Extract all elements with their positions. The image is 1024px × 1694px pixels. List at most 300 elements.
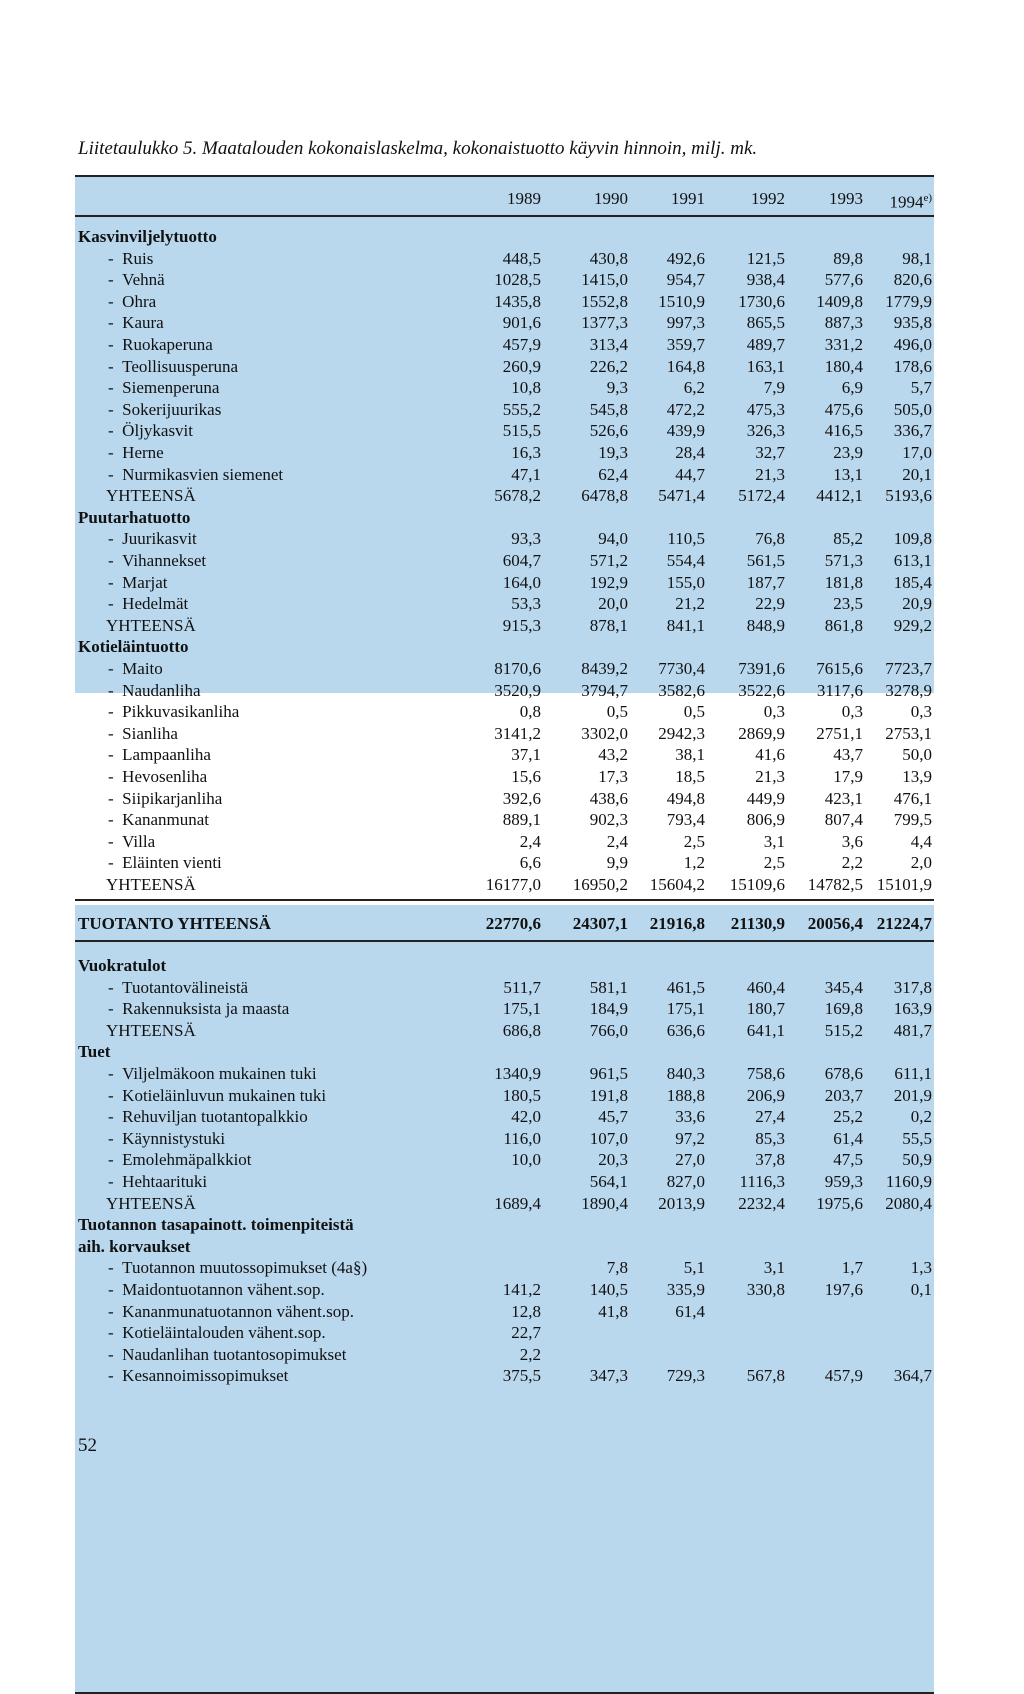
- value-cell: 423,1: [824, 788, 863, 808]
- value-cell: 865,5: [746, 313, 785, 333]
- row-label: - Siemenperuna: [108, 377, 219, 399]
- section-label: aih. korvaukset: [78, 1236, 191, 1256]
- row-label: - Kotieläintalouden vähent.sop.: [108, 1322, 326, 1344]
- bottom-rule: [75, 1692, 934, 1694]
- value-cell: 9,3: [606, 378, 628, 398]
- value-cell: 163,9: [893, 999, 932, 1019]
- row-label: YHTEENSÄ: [106, 1020, 196, 1040]
- value-cell: 938,4: [746, 270, 785, 290]
- value-cell: 416,5: [824, 421, 863, 441]
- value-cell: 555,2: [502, 399, 541, 419]
- value-cell: 15,6: [511, 767, 541, 786]
- value-cell: 22770,6: [485, 914, 541, 933]
- value-cell: 901,6: [502, 313, 541, 333]
- header-rule: [75, 215, 934, 217]
- value-cell: 511,7: [503, 977, 541, 997]
- value-cell: 50,0: [902, 745, 932, 765]
- value-cell: 8439,2: [581, 659, 628, 678]
- value-cell: 2753,1: [885, 723, 932, 743]
- row-label: - Rakennuksista ja maasta: [108, 998, 289, 1020]
- value-cell: 260,9: [502, 356, 541, 376]
- value-cell: 0,3: [763, 702, 785, 722]
- value-cell: 758,6: [746, 1064, 785, 1083]
- value-cell: 3582,6: [658, 680, 705, 700]
- value-cell: 581,1: [589, 977, 628, 997]
- value-cell: 5471,4: [658, 486, 705, 506]
- table-row: [75, 269, 934, 291]
- value-cell: 1116,3: [739, 1172, 785, 1191]
- row-label: - Lampaanliha: [108, 744, 211, 766]
- value-cell: 475,3: [746, 399, 785, 419]
- row-label: - Kotieläinluvun mukainen tuki: [108, 1085, 326, 1107]
- value-cell: 175,1: [666, 999, 705, 1019]
- row-label: - Sianliha: [108, 723, 178, 745]
- value-cell: 5678,2: [494, 486, 541, 506]
- table-row: [75, 377, 934, 399]
- table-row: [75, 680, 934, 702]
- value-cell: 554,4: [666, 551, 705, 570]
- value-cell: 6,6: [519, 853, 541, 873]
- value-cell: 76,8: [755, 529, 785, 549]
- value-cell: 457,9: [824, 1366, 863, 1386]
- value-cell: 489,7: [746, 335, 785, 354]
- section-heading-row: [75, 955, 934, 977]
- value-cell: 0,3: [841, 702, 863, 722]
- row-label: - Herne: [108, 442, 164, 464]
- value-cell: 0,5: [606, 702, 628, 722]
- table-row: [75, 1085, 934, 1107]
- value-cell: 201,9: [893, 1085, 932, 1105]
- value-cell: 317,8: [893, 977, 932, 997]
- value-cell: 10,8: [511, 378, 541, 398]
- value-cell: 19,3: [598, 443, 628, 462]
- table-row: [75, 998, 934, 1020]
- value-cell: 827,0: [666, 1172, 705, 1191]
- value-cell: 116,0: [503, 1128, 541, 1148]
- table-row: [75, 528, 934, 550]
- value-cell: 807,4: [824, 810, 863, 830]
- value-cell: 364,7: [893, 1366, 932, 1386]
- row-label: - Tuotantovälineistä: [108, 977, 248, 999]
- value-cell: 5,1: [683, 1258, 705, 1278]
- row-label: - Naudanlihan tuotantosopimukset: [108, 1344, 346, 1366]
- value-cell: 27,0: [675, 1150, 705, 1170]
- value-cell: 1415,0: [581, 270, 628, 290]
- value-cell: 203,7: [824, 1085, 863, 1105]
- value-cell: 7,8: [606, 1258, 628, 1278]
- value-cell: 16950,2: [572, 875, 628, 894]
- value-cell: 24307,1: [572, 914, 628, 933]
- value-cell: 15604,2: [649, 875, 705, 894]
- value-cell: 375,5: [502, 1366, 541, 1386]
- value-cell: 44,7: [675, 464, 705, 484]
- value-cell: 42,0: [511, 1107, 541, 1127]
- value-cell: 5,7: [910, 378, 932, 398]
- value-cell: 15109,6: [729, 875, 785, 894]
- value-cell: 32,7: [755, 443, 785, 462]
- value-cell: 17,0: [902, 443, 932, 462]
- value-cell: 3,6: [841, 831, 863, 851]
- value-cell: 841,1: [666, 615, 705, 635]
- row-label: YHTEENSÄ: [106, 1193, 196, 1213]
- value-cell: 448,5: [502, 248, 541, 268]
- value-cell: 89,8: [833, 248, 863, 268]
- value-cell: 345,4: [824, 977, 863, 997]
- value-cell: 3141,2: [494, 723, 541, 743]
- value-cell: 109,8: [893, 529, 932, 549]
- value-cell: 93,3: [511, 529, 541, 549]
- row-label: - Hedelmät: [108, 593, 188, 615]
- subtotal-row: [75, 874, 934, 896]
- value-cell: 62,4: [598, 464, 628, 484]
- row-label: - Naudanliha: [108, 680, 201, 702]
- value-cell: 331,2: [824, 335, 863, 354]
- row-label: - Maito: [108, 658, 163, 680]
- section-label: Tuet: [78, 1042, 111, 1062]
- value-cell: 1409,8: [816, 291, 863, 311]
- value-cell: 85,3: [755, 1128, 785, 1148]
- value-cell: 94,0: [598, 529, 628, 549]
- value-cell: 1435,8: [494, 291, 541, 311]
- value-cell: 613,1: [893, 551, 932, 570]
- value-cell: 1,2: [683, 853, 705, 873]
- value-cell: 15101,9: [876, 875, 932, 894]
- value-cell: 184,9: [589, 999, 628, 1019]
- value-cell: 28,4: [675, 443, 705, 462]
- section-heading-row: [75, 226, 934, 248]
- value-cell: 0,5: [683, 702, 705, 722]
- value-cell: 7723,7: [885, 659, 932, 678]
- value-cell: 567,8: [746, 1366, 785, 1386]
- table-row: [75, 1344, 934, 1366]
- value-cell: 226,2: [589, 356, 628, 376]
- value-cell: 561,5: [746, 551, 785, 570]
- value-cell: 604,7: [502, 551, 541, 570]
- value-cell: 53,3: [511, 594, 541, 614]
- value-cell: 3,1: [763, 831, 785, 851]
- table-row: [75, 464, 934, 486]
- value-cell: 729,3: [666, 1366, 705, 1386]
- estimate-note: e): [923, 192, 932, 204]
- row-label: - Nurmikasvien siemenet: [108, 464, 283, 486]
- value-cell: 192,9: [589, 572, 628, 592]
- value-cell: 515,5: [502, 421, 541, 441]
- row-label: - Ohra: [108, 291, 156, 313]
- row-label: - Eläinten vienti: [108, 852, 222, 874]
- value-cell: 336,7: [893, 421, 932, 441]
- value-cell: 43,2: [598, 745, 628, 765]
- value-cell: 3,1: [763, 1258, 785, 1278]
- value-cell: 155,0: [666, 572, 705, 592]
- value-cell: 41,8: [598, 1301, 628, 1321]
- table-row: [75, 550, 934, 572]
- value-cell: 22,7: [511, 1323, 541, 1343]
- value-cell: 163,1: [746, 356, 785, 376]
- table-row: [75, 248, 934, 270]
- value-cell: 392,6: [502, 788, 541, 808]
- value-cell: 20056,4: [807, 914, 863, 933]
- value-cell: 5193,6: [885, 486, 932, 506]
- table-row: [75, 572, 934, 594]
- value-cell: 5172,4: [738, 486, 785, 506]
- value-cell: 61,4: [675, 1301, 705, 1321]
- value-cell: 472,2: [666, 399, 705, 419]
- value-cell: 20,1: [902, 464, 932, 484]
- value-cell: 164,0: [502, 572, 541, 592]
- value-cell: 0,1: [910, 1280, 932, 1299]
- value-cell: 33,6: [675, 1107, 705, 1127]
- value-cell: 2,4: [606, 831, 628, 851]
- value-cell: 571,2: [589, 551, 628, 570]
- value-cell: 1510,9: [658, 291, 705, 311]
- value-cell: 9,9: [606, 853, 628, 873]
- value-cell: 564,1: [589, 1172, 628, 1191]
- value-cell: 188,8: [666, 1085, 705, 1105]
- value-cell: 887,3: [824, 313, 863, 333]
- separator-rule: [75, 899, 934, 901]
- value-cell: 997,3: [666, 313, 705, 333]
- value-cell: 4412,1: [816, 486, 863, 506]
- value-cell: 164,8: [666, 356, 705, 376]
- value-cell: 2869,9: [738, 723, 785, 743]
- year-header-cell: 1992: [751, 189, 785, 208]
- value-cell: 18,5: [675, 767, 705, 786]
- value-cell: 475,6: [824, 399, 863, 419]
- value-cell: 961,5: [589, 1064, 628, 1083]
- row-label: - Tuotannon muutossopimukset (4a§): [108, 1257, 367, 1279]
- value-cell: 13,1: [833, 464, 863, 484]
- value-cell: 515,2: [824, 1020, 863, 1040]
- row-label: - Juurikasvit: [108, 528, 197, 550]
- row-label: - Kananmunatuotannon vähent.sop.: [108, 1301, 354, 1323]
- value-cell: 1340,9: [494, 1064, 541, 1083]
- table-row: [75, 701, 934, 723]
- section-heading-row: [75, 1236, 934, 1258]
- value-cell: 2013,9: [658, 1193, 705, 1213]
- value-cell: 1028,5: [494, 270, 541, 290]
- value-cell: 3117,6: [816, 680, 863, 700]
- value-cell: 686,8: [502, 1020, 541, 1040]
- value-cell: 3302,0: [581, 723, 628, 743]
- value-cell: 141,2: [502, 1280, 541, 1299]
- value-cell: 181,8: [824, 572, 863, 592]
- table-row: [75, 788, 934, 810]
- value-cell: 611,1: [894, 1064, 932, 1083]
- table-row: [75, 658, 934, 680]
- value-cell: 457,9: [502, 335, 541, 354]
- value-cell: 335,9: [666, 1280, 705, 1299]
- value-cell: 206,9: [746, 1085, 785, 1105]
- section-heading-row: [75, 636, 934, 658]
- value-cell: 4,4: [910, 831, 932, 851]
- value-cell: 21,3: [755, 464, 785, 484]
- value-cell: 41,6: [755, 745, 785, 765]
- value-cell: 2,2: [519, 1344, 541, 1364]
- row-label: YHTEENSÄ: [106, 875, 196, 894]
- value-cell: 12,8: [511, 1301, 541, 1321]
- value-cell: 187,7: [746, 572, 785, 592]
- value-cell: 1730,6: [738, 291, 785, 311]
- table-row: [75, 1128, 934, 1150]
- value-cell: 678,6: [824, 1064, 863, 1083]
- value-cell: 3522,6: [738, 680, 785, 700]
- row-label: - Vehnä: [108, 269, 165, 291]
- row-label: - Pikkuvasikanliha: [108, 701, 239, 723]
- row-label: - Villa: [108, 831, 155, 853]
- table-row: [75, 442, 934, 464]
- value-cell: 25,2: [833, 1107, 863, 1127]
- value-cell: 20,3: [598, 1150, 628, 1170]
- year-header-cell: 1993: [829, 189, 863, 208]
- section-label: Vuokratulot: [78, 956, 167, 975]
- value-cell: 1160,9: [885, 1172, 932, 1191]
- value-cell: 2232,4: [738, 1193, 785, 1213]
- table-row: [75, 334, 934, 356]
- value-cell: 494,8: [666, 788, 705, 808]
- value-cell: 481,7: [893, 1020, 932, 1040]
- grand-total-label: TUOTANTO YHTEENSÄ: [78, 914, 271, 933]
- value-cell: 793,4: [666, 810, 705, 830]
- row-label: - Kesannoimissopimukset: [108, 1365, 288, 1387]
- section-label: Puutarhatuotto: [78, 507, 191, 527]
- table-row: [75, 977, 934, 999]
- value-cell: 16,3: [511, 443, 541, 462]
- table-row: [75, 831, 934, 853]
- year-header-cell: 1989: [507, 189, 541, 208]
- year-header-cell: 1990: [594, 189, 628, 208]
- subtotal-row: [75, 615, 934, 637]
- value-cell: 2,4: [519, 831, 541, 851]
- value-cell: 20,0: [598, 594, 628, 614]
- value-cell: 47,5: [833, 1150, 863, 1170]
- value-cell: 175,1: [502, 999, 541, 1019]
- value-cell: 461,5: [666, 977, 705, 997]
- value-cell: 496,0: [893, 335, 932, 354]
- value-cell: 47,1: [511, 464, 541, 484]
- grand-total-row: [75, 913, 934, 935]
- value-cell: 110,5: [667, 529, 705, 549]
- table-row: [75, 1279, 934, 1301]
- row-label: YHTEENSÄ: [106, 486, 196, 506]
- value-cell: 577,6: [824, 270, 863, 290]
- value-cell: 902,3: [589, 810, 628, 830]
- table-caption: Liitetaulukko 5. Maatalouden kokonaislaskelma, kokonaistuotto käyvin hinnoin, milj. mk.: [78, 138, 758, 159]
- value-cell: 1552,8: [581, 291, 628, 311]
- value-cell: 0,8: [519, 702, 541, 722]
- value-cell: 17,3: [598, 767, 628, 786]
- table-row: [75, 1106, 934, 1128]
- table-row: [75, 852, 934, 874]
- value-cell: 16177,0: [485, 875, 541, 894]
- value-cell: 22,9: [755, 594, 785, 614]
- value-cell: 180,5: [502, 1085, 541, 1105]
- value-cell: 98,1: [902, 248, 932, 268]
- value-cell: 2942,3: [658, 723, 705, 743]
- value-cell: 326,3: [746, 421, 785, 441]
- value-cell: 14782,5: [807, 875, 863, 894]
- value-cell: 55,5: [902, 1128, 932, 1148]
- value-cell: 21916,8: [649, 914, 705, 933]
- subtotal-row: [75, 485, 934, 507]
- value-cell: 61,4: [833, 1128, 863, 1148]
- value-cell: 915,3: [502, 615, 541, 635]
- table-row: [75, 744, 934, 766]
- value-cell: 17,9: [833, 767, 863, 786]
- table-row: [75, 1171, 934, 1193]
- value-cell: 7,9: [763, 378, 785, 398]
- value-cell: 2,5: [683, 831, 705, 851]
- value-cell: 820,6: [893, 270, 932, 290]
- value-cell: 571,3: [824, 551, 863, 570]
- page-number: 52: [78, 1435, 97, 1456]
- value-cell: 107,0: [589, 1128, 628, 1148]
- value-cell: 1779,9: [885, 291, 932, 311]
- value-cell: 2751,1: [816, 723, 863, 743]
- table-row: [75, 723, 934, 745]
- row-label: - Siipikarjanliha: [108, 788, 222, 810]
- value-cell: 21,2: [675, 594, 705, 614]
- value-cell: 180,4: [824, 356, 863, 376]
- row-label: - Hehtaarituki: [108, 1171, 207, 1193]
- row-label: - Kananmunat: [108, 809, 209, 831]
- value-cell: 185,4: [893, 572, 932, 592]
- value-cell: 430,8: [589, 248, 628, 268]
- value-cell: 0,3: [910, 702, 932, 722]
- value-cell: 7391,6: [738, 659, 785, 678]
- value-cell: 178,6: [893, 356, 932, 376]
- table-row: [75, 766, 934, 788]
- table-row: [75, 593, 934, 615]
- value-cell: 97,2: [675, 1128, 705, 1148]
- row-label: - Kaura: [108, 312, 164, 334]
- value-cell: 449,9: [746, 788, 785, 808]
- section-label: Tuotannon tasapainott. toimenpiteistä: [78, 1215, 354, 1235]
- value-cell: 1,7: [841, 1258, 863, 1278]
- value-cell: 6478,8: [581, 486, 628, 506]
- value-cell: 27,4: [755, 1107, 785, 1127]
- value-cell: 7615,6: [816, 659, 863, 678]
- section-label: Kotieläintuotto: [78, 637, 189, 657]
- row-label: - Viljelmäkoon mukainen tuki: [108, 1063, 317, 1085]
- section-heading-row: [75, 507, 934, 529]
- value-cell: 476,1: [893, 788, 932, 808]
- value-cell: 959,3: [824, 1172, 863, 1191]
- value-cell: 191,8: [589, 1085, 628, 1105]
- value-cell: 1689,4: [494, 1193, 541, 1213]
- value-cell: 438,6: [589, 788, 628, 808]
- table-row: [75, 420, 934, 442]
- section-label: Kasvinviljelytuotto: [78, 227, 217, 246]
- value-cell: 641,1: [746, 1020, 785, 1040]
- table-row: [75, 291, 934, 313]
- value-cell: 50,9: [902, 1150, 932, 1170]
- value-cell: 799,5: [893, 810, 932, 830]
- value-cell: 313,4: [589, 335, 628, 354]
- row-label: YHTEENSÄ: [106, 615, 196, 635]
- row-label: - Sokerijuurikas: [108, 399, 221, 421]
- value-cell: 636,6: [666, 1020, 705, 1040]
- value-cell: 45,7: [598, 1107, 628, 1127]
- value-cell: 37,1: [511, 745, 541, 765]
- value-cell: 21130,9: [730, 914, 785, 933]
- table-row: [75, 809, 934, 831]
- value-cell: 6,9: [841, 378, 863, 398]
- value-cell: 878,1: [589, 615, 628, 635]
- value-cell: 37,8: [755, 1150, 785, 1170]
- subtotal-row: [75, 1020, 934, 1042]
- value-cell: 2,5: [763, 853, 785, 873]
- year-header-row: [75, 188, 934, 210]
